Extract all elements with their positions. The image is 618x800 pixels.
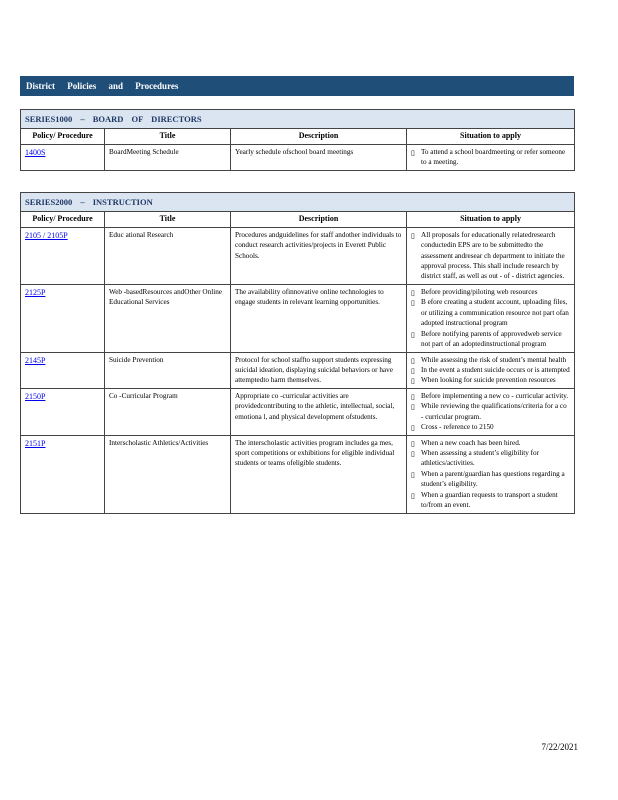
checkbox-bullet-icon: ▯: [411, 450, 415, 459]
policy-description: Yearly schedule ofschool board meetings: [231, 144, 407, 170]
situation-text: When a parent/guardian has questions regarding a student’s eligibility.: [421, 469, 565, 489]
situation-text: When assessing a student’s eligibility for athletics/activities.: [421, 449, 539, 468]
situation-item: [411, 438, 570, 448]
situation-text: When a new coach has been hired.: [421, 438, 521, 447]
situation-text: When a guardian requests to transport a student to/from an event.: [421, 490, 558, 510]
policy-cell: [21, 284, 105, 352]
policy-link[interactable]: 2125P: [25, 287, 46, 297]
situation-item: [411, 365, 570, 375]
situation-text: While reviewing the qualifications/criteria for a co - curricular program.: [421, 402, 567, 421]
footer-date: 7/22/2021: [541, 742, 578, 752]
series2000-header: SERIES2000 – INSTRUCTION: [21, 193, 575, 212]
policy-link[interactable]: 2150P: [25, 391, 46, 401]
situation-item: [411, 422, 570, 432]
policy-cell: [21, 227, 105, 284]
table-row: [21, 435, 575, 513]
situation-item: [411, 355, 570, 365]
policy-title: Educ ational Research: [105, 227, 231, 284]
policy-description: Protocol for school staffto support students expressing suicidal ideation, displaying suicidal behaviors or have attemptedto harm themselves.: [231, 352, 407, 388]
situation-item: [411, 375, 570, 385]
checkbox-bullet-icon: ▯: [411, 491, 415, 500]
checkbox-bullet-icon: ▯: [411, 231, 415, 240]
col-header-title: Title: [105, 129, 231, 144]
policy-link[interactable]: 2145P: [25, 355, 46, 365]
situation-text: All proposals for educationally relatedresearch conductedin EPS are to be submittedto the assessment andresear ch department to initiate the approval process. This shall include research by district staff, as well as out - of - district agencies.: [421, 230, 565, 281]
situation-text: B efore creating a student account, uploading files, or utilizing a communication resource not part ofan adopted instructional program: [421, 298, 569, 328]
table-row: [21, 144, 575, 170]
col-header-situation: Situation to apply: [407, 129, 575, 144]
col-header-title: Title: [105, 212, 231, 227]
policy-cell: [21, 435, 105, 513]
policy-description: Procedures andguidelines for staff andother individuals to conduct research activities/projects in Everett Public Schools.: [231, 227, 407, 284]
policy-description: The availability ofinnovative online technologies to engage students in relevant learning opportunities.: [231, 284, 407, 352]
situation-text: While assessing the risk of student’s mental health: [421, 355, 567, 364]
col-header-description: Description: [231, 129, 407, 144]
table-row: [21, 284, 575, 352]
situation-item: [411, 391, 570, 401]
table-row: [21, 388, 575, 435]
policy-cell: [21, 144, 105, 170]
policy-cell: [21, 352, 105, 388]
situation-cell: [407, 284, 575, 352]
series1000-table: [20, 109, 575, 171]
policy-link[interactable]: 2105 / 2105P: [25, 230, 68, 240]
situation-item: [411, 448, 570, 469]
checkbox-bullet-icon: ▯: [411, 330, 415, 339]
document-banner: District Policies and Procedures: [20, 76, 574, 96]
series1000-header: SERIES1000 – BOARD OF DIRECTORS: [21, 110, 575, 129]
table-row: [21, 352, 575, 388]
checkbox-bullet-icon: ▯: [411, 439, 415, 448]
table-row: [21, 227, 575, 284]
situation-item: [411, 147, 570, 168]
situation-text: When looking for suicide prevention resources: [421, 376, 556, 385]
policy-title: Co -Curricular Program: [105, 388, 231, 435]
policy-title: Web -basedResources andOther Online Educational Services: [105, 284, 231, 352]
series2000-table: [20, 192, 575, 514]
policy-description: The interscholastic activities program includes ga mes, sport competitions or exhibitions for eligible individual students or teams ofeligible students.: [231, 435, 407, 513]
situation-text: Before providing/piloting web resources: [421, 287, 538, 296]
checkbox-bullet-icon: ▯: [411, 392, 415, 401]
col-header-situation: Situation to apply: [407, 212, 575, 227]
situation-text: To attend a school boardmeeting or refer someone to a meeting.: [421, 147, 566, 167]
situation-item: [411, 490, 570, 511]
checkbox-bullet-icon: ▯: [411, 403, 415, 412]
policy-title: Suicide Prevention: [105, 352, 231, 388]
checkbox-bullet-icon: ▯: [411, 470, 415, 479]
policy-description: Appropriate co -curricular activities are providedcontributing to the athletic, intellectual, social, emotiona l, and physical development ofstudents.: [231, 388, 407, 435]
situation-cell: [407, 435, 575, 513]
checkbox-bullet-icon: ▯: [411, 356, 415, 365]
situation-cell: [407, 352, 575, 388]
situation-text: Cross - reference to 2150: [421, 423, 494, 432]
policy-title: BoardMeeting Schedule: [105, 144, 231, 170]
checkbox-bullet-icon: ▯: [411, 366, 415, 375]
col-header-description: Description: [231, 212, 407, 227]
policy-title: Interscholastic Athletics/Activities: [105, 435, 231, 513]
situation-text: Before notifying parents of approvedweb service not part of an adoptedinstructional program: [421, 329, 562, 349]
col-header-policy: Policy/ Procedure: [21, 129, 105, 144]
situation-cell: [407, 388, 575, 435]
situation-item: [411, 287, 570, 297]
policy-cell: [21, 388, 105, 435]
situation-cell: [407, 144, 575, 170]
situation-item: [411, 401, 570, 422]
situation-text: Before implementing a new co - curricular activity.: [421, 391, 569, 400]
situation-cell: [407, 227, 575, 284]
policy-link[interactable]: 1400S: [25, 147, 46, 157]
situation-item: [411, 329, 570, 350]
situation-item: [411, 469, 570, 490]
checkbox-bullet-icon: ▯: [411, 299, 415, 308]
situation-item: [411, 230, 570, 282]
checkbox-bullet-icon: ▯: [411, 148, 415, 157]
checkbox-bullet-icon: ▯: [411, 288, 415, 297]
col-header-policy: Policy/ Procedure: [21, 212, 105, 227]
situation-text: In the event a student suicide occurs or is attempted: [421, 365, 570, 374]
checkbox-bullet-icon: ▯: [411, 424, 415, 433]
situation-item: [411, 297, 570, 328]
checkbox-bullet-icon: ▯: [411, 377, 415, 386]
policy-link[interactable]: 2151P: [25, 438, 46, 448]
